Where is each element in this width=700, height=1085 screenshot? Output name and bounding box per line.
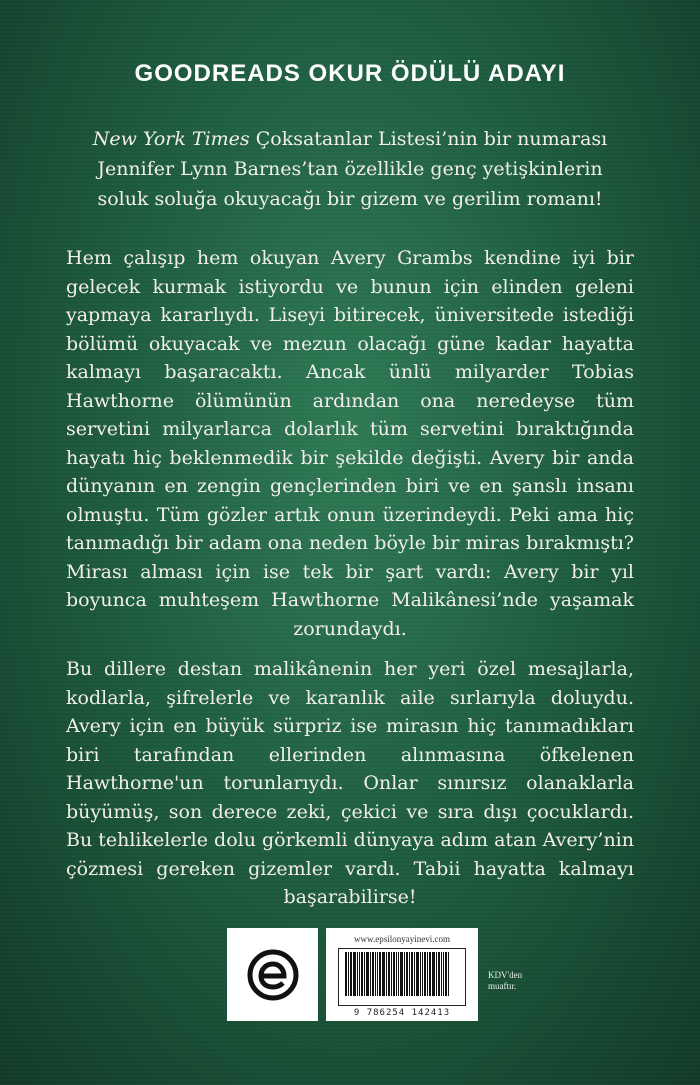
epsilon-logo-icon <box>247 949 299 1001</box>
synopsis-paragraph-1: Hem çalışıp hem okuyan Avery Grambs kendine iyi bir gelecek kurmak istiyordu ve bunun için elinden geleni yapmaya kararlıydı. Liseyi bitirecek, üniversitede istediği bölümü okuyacak ve mezun olacağı güne kadar hayatta kalmayı başaracaktı. Ancak ünlü milyarder Tobias Hawthorne ölümünün ardından ona neredeyse tüm servetini milyarlarca dolarlık tüm servetini bıraktığında hayatı hiç beklenmedik bir şekilde değişti. Avery bir anda dünyanın en zengin gençlerinden biri ve en şanslı insanı olmuştu. Tüm gözler artık onun üzerindeydi. Peki ama hiç tanımadığı bir adam ona neden böyle bir miras bırakmıştı? Mirası alması için ise tek bir şart vardı: Avery bir yıl boyunca muhteşem Hawthorne Malikânesi’nde yaşamak zorundaydı. <box>66 247 634 640</box>
intro-italic: New York Times <box>92 128 250 150</box>
barcode-panel <box>326 928 478 1021</box>
isbn-number: 9 786254 142413 <box>353 1008 451 1018</box>
vat-note <box>488 970 548 992</box>
vat-note-line-1: KDV'den <box>488 970 523 980</box>
synopsis-paragraph-2: Bu dillere destan malikânenin her yeri özel mesajlarla, kodlarla, şifrelerle ve karanlık aile sırlarıyla doluydu. Avery için en büyük sürpriz ise mirasın hiç tanımadıkları biri tarafından ellerinden alınmasına öfkelenen Hawthorne'un torunlarıydı. Onlar sınırsız olanaklarla büyümüş, son derece zeki, çekici ve sıra dışı çocuklardı. Bu tehlikelerle dolu görkemli dünyaya adım atan Avery’nin çözmesi gereken gizemler vardı. Tabii hayatta kalmayı başarabilirse! <box>66 658 634 908</box>
award-headline: GOODREADS OKUR ÖDÜLÜ ADAYI <box>134 60 566 87</box>
vat-note-line-2: muaftır. <box>488 981 517 991</box>
intro-rest: Çoksatanlar Listesi’nin bir numarası Jennifer Lynn Barnes’tan özellikle genç yetişkinlerin soluk soluğa okuyacağı bir gizem ve gerilim romanı! <box>97 128 608 210</box>
publisher-logo <box>227 928 318 1021</box>
intro-blurb <box>80 124 620 214</box>
isbn-barcode <box>338 948 466 1006</box>
publisher-website: www.epsilonyayinevi.com <box>354 934 450 944</box>
